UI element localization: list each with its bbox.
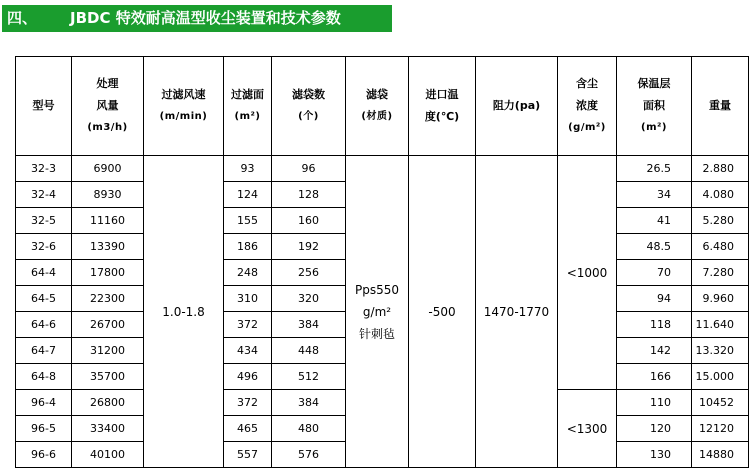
air-volume-cell: 31200 (72, 338, 144, 364)
header-line: 保温层 (637, 77, 671, 90)
header-line: 处理 (96, 77, 119, 90)
insulation-area-cell: 34 (617, 182, 692, 208)
filter-area-cell: 465 (224, 416, 272, 442)
weight-cell: 10452 (692, 390, 749, 416)
air-volume-cell: 33400 (72, 416, 144, 442)
model-cell: 64-5 (16, 286, 72, 312)
filter-area-cell: 93 (224, 156, 272, 182)
header-line: (m²) (641, 122, 667, 133)
insulation-area-cell: 70 (617, 260, 692, 286)
air-volume-cell: 22300 (72, 286, 144, 312)
bag-count-cell: 384 (272, 312, 346, 338)
header-line: 阻力(pa) (492, 99, 541, 112)
model-cell: 64-4 (16, 260, 72, 286)
col-model-header (16, 57, 72, 156)
filter-area-cell: 155 (224, 208, 272, 234)
bag-count-cell: 576 (272, 442, 346, 468)
insulation-area-cell: 166 (617, 364, 692, 390)
section-title: JBDC 特效耐高温型收尘装置和技术参数 (70, 9, 341, 27)
header-line: 风量 (96, 99, 119, 112)
bag-count-cell: 320 (272, 286, 346, 312)
model-cell: 96-5 (16, 416, 72, 442)
header-line: (g/m²) (568, 122, 606, 133)
insulation-area-cell: 142 (617, 338, 692, 364)
header-line: 型号 (32, 99, 55, 112)
filter-area-cell: 248 (224, 260, 272, 286)
dust-concentration-cell: <1300 (558, 390, 617, 468)
model-cell: 32-5 (16, 208, 72, 234)
resistance-cell: 1470-1770 (476, 156, 558, 468)
header-line: (m²) (234, 111, 261, 122)
col-air-volume-header (72, 57, 144, 156)
header-line: (材质) (361, 111, 393, 122)
bag-count-cell: 448 (272, 338, 346, 364)
model-cell: 32-3 (16, 156, 72, 182)
header-line: 面积 (643, 99, 665, 112)
insulation-area-cell: 130 (617, 442, 692, 468)
air-volume-cell: 6900 (72, 156, 144, 182)
insulation-area-cell: 118 (617, 312, 692, 338)
header-line: 过滤风速 (161, 88, 206, 101)
weight-cell: 4.080 (692, 182, 749, 208)
header-line: (m3/h) (87, 122, 128, 133)
air-volume-cell: 13390 (72, 234, 144, 260)
spec-table (15, 56, 749, 468)
inlet-temp-cell: -500 (409, 156, 476, 468)
insulation-area-cell: 26.5 (617, 156, 692, 182)
header-line: 浓度 (576, 99, 598, 112)
insulation-area-cell: 110 (617, 390, 692, 416)
air-volume-cell: 17800 (72, 260, 144, 286)
weight-cell: 12120 (692, 416, 749, 442)
model-cell: 96-4 (16, 390, 72, 416)
filter-speed-cell: 1.0-1.8 (144, 156, 224, 468)
insulation-area-cell: 120 (617, 416, 692, 442)
air-volume-cell: 26700 (72, 312, 144, 338)
model-cell: 64-6 (16, 312, 72, 338)
section-title-banner (2, 5, 392, 32)
header-line: 过滤面 (231, 88, 264, 101)
filter-area-cell: 372 (224, 390, 272, 416)
weight-cell: 2.880 (692, 156, 749, 182)
bag-count-cell: 128 (272, 182, 346, 208)
weight-cell: 15.000 (692, 364, 749, 390)
col-insulation-area-header (617, 57, 692, 156)
air-volume-cell: 8930 (72, 182, 144, 208)
bag-material-cell (346, 156, 409, 468)
section-number: 四、 (7, 9, 38, 27)
col-weight-header (692, 57, 749, 156)
filter-area-cell: 124 (224, 182, 272, 208)
header-line: (m/min) (159, 111, 208, 122)
model-cell: 64-7 (16, 338, 72, 364)
col-filter-speed-header (144, 57, 224, 156)
model-cell: 32-4 (16, 182, 72, 208)
weight-cell: 11.640 (692, 312, 749, 338)
air-volume-cell: 11160 (72, 208, 144, 234)
col-bag-count-header (272, 57, 346, 156)
bag-count-cell: 192 (272, 234, 346, 260)
bag-material-line: 针刺毡 (358, 326, 395, 341)
header-row (16, 57, 749, 156)
bag-count-cell: 96 (272, 156, 346, 182)
bag-material-line: g/m² (362, 304, 392, 319)
model-cell: 32-6 (16, 234, 72, 260)
filter-area-cell: 496 (224, 364, 272, 390)
air-volume-cell: 40100 (72, 442, 144, 468)
filter-area-cell: 434 (224, 338, 272, 364)
model-cell: 96-6 (16, 442, 72, 468)
header-line: 含尘 (576, 77, 598, 90)
dust-concentration-cell: <1000 (558, 156, 617, 390)
bag-material-line: Pps550 (354, 282, 399, 297)
col-resistance-header (476, 57, 558, 156)
col-dust-concentration-header (558, 57, 617, 156)
air-volume-cell: 26800 (72, 390, 144, 416)
model-cell: 64-8 (16, 364, 72, 390)
filter-area-cell: 310 (224, 286, 272, 312)
header-line: 进口温 (425, 88, 459, 101)
bag-count-cell: 256 (272, 260, 346, 286)
bag-count-cell: 384 (272, 390, 346, 416)
col-bag-material-header (346, 57, 409, 156)
table-row (16, 156, 749, 182)
header-line: 滤袋数 (292, 88, 325, 101)
col-inlet-temp-header (409, 57, 476, 156)
col-filter-area-header (224, 57, 272, 156)
spec-table-body (16, 57, 749, 468)
bag-count-cell: 512 (272, 364, 346, 390)
insulation-area-cell: 41 (617, 208, 692, 234)
bag-count-cell: 160 (272, 208, 346, 234)
weight-cell: 6.480 (692, 234, 749, 260)
weight-cell: 9.960 (692, 286, 749, 312)
header-line: (个) (298, 111, 319, 122)
filter-area-cell: 557 (224, 442, 272, 468)
air-volume-cell: 35700 (72, 364, 144, 390)
weight-cell: 5.280 (692, 208, 749, 234)
weight-cell: 7.280 (692, 260, 749, 286)
weight-cell: 14880 (692, 442, 749, 468)
header-line: 重量 (709, 99, 731, 112)
weight-cell: 13.320 (692, 338, 749, 364)
bag-count-cell: 480 (272, 416, 346, 442)
insulation-area-cell: 94 (617, 286, 692, 312)
insulation-area-cell: 48.5 (617, 234, 692, 260)
filter-area-cell: 186 (224, 234, 272, 260)
header-line: 滤袋 (366, 88, 388, 101)
filter-area-cell: 372 (224, 312, 272, 338)
header-line: 度(℃) (424, 110, 460, 123)
